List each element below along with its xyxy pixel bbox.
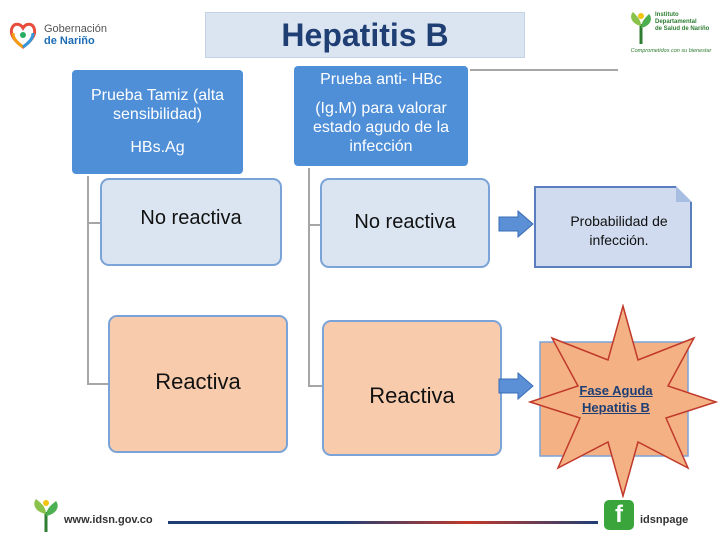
- arrow-right-icon: [498, 210, 534, 238]
- instituto-logo: [625, 8, 717, 56]
- connector-left-to-noreactiva: [87, 222, 101, 224]
- fase-aguda-line2: Hepatitis B: [582, 400, 650, 415]
- footer-divider: [168, 521, 598, 524]
- prueba-antihbc-description: (Ig.M) para valorar estado agudo de la infección: [312, 100, 450, 155]
- connector-left-to-reactiva: [87, 383, 109, 385]
- prueba-tamiz-header: [70, 68, 245, 176]
- right-reactiva-label: Reactiva: [369, 383, 455, 408]
- social-handle-link[interactable]: idsnpage: [640, 514, 689, 526]
- connector-left-vertical: [87, 176, 89, 384]
- inst-name-line3: de Salud de Nariño: [655, 26, 710, 32]
- inst-name-line2: Departamental: [655, 19, 697, 25]
- probabilidad-infeccion-label: Probabilidad de infección.: [570, 213, 668, 248]
- inst-tagline: Comprometidos con su bienestar: [630, 48, 712, 54]
- folded-corner: [676, 186, 692, 202]
- facebook-icon[interactable]: f: [604, 500, 634, 530]
- connector-right-to-reactiva: [308, 385, 323, 387]
- footer-url-link[interactable]: www.idsn.gov.co: [64, 514, 153, 526]
- heart-logo-icon: [8, 20, 38, 50]
- page-title: Hepatitis B: [205, 12, 525, 58]
- connector-right-vertical: [308, 168, 310, 386]
- prueba-tamiz-marker: HBs.Ag: [130, 139, 185, 156]
- leaf-logo-icon: [627, 10, 655, 46]
- right-no-reactiva-box: [320, 178, 490, 268]
- prueba-antihbc-header: [292, 64, 470, 168]
- prueba-antihbc-title: Prueba anti- HBc: [320, 71, 442, 88]
- left-reactiva-label: Reactiva: [155, 369, 241, 394]
- gobernacion-logo: [8, 18, 138, 52]
- probabilidad-infeccion-box: [534, 186, 692, 268]
- left-no-reactiva-box: [100, 178, 282, 266]
- logo-line1: Gobernación: [44, 23, 107, 35]
- right-no-reactiva-label: No reactiva: [354, 210, 456, 233]
- title-divider: [468, 69, 618, 71]
- left-reactiva-box: [108, 315, 288, 453]
- fase-aguda-label: [556, 382, 676, 416]
- footer-leaf-logo-icon: [30, 496, 62, 534]
- fase-aguda-line1: Fase Aguda: [579, 383, 653, 398]
- right-reactiva-box: [322, 320, 502, 456]
- logo-line2: de Nariño: [44, 35, 95, 47]
- left-no-reactiva-label: No reactiva: [140, 206, 242, 229]
- prueba-tamiz-title: Prueba Tamiz (alta sensibilidad): [90, 87, 225, 123]
- inst-name-line1: Instituto: [655, 12, 679, 18]
